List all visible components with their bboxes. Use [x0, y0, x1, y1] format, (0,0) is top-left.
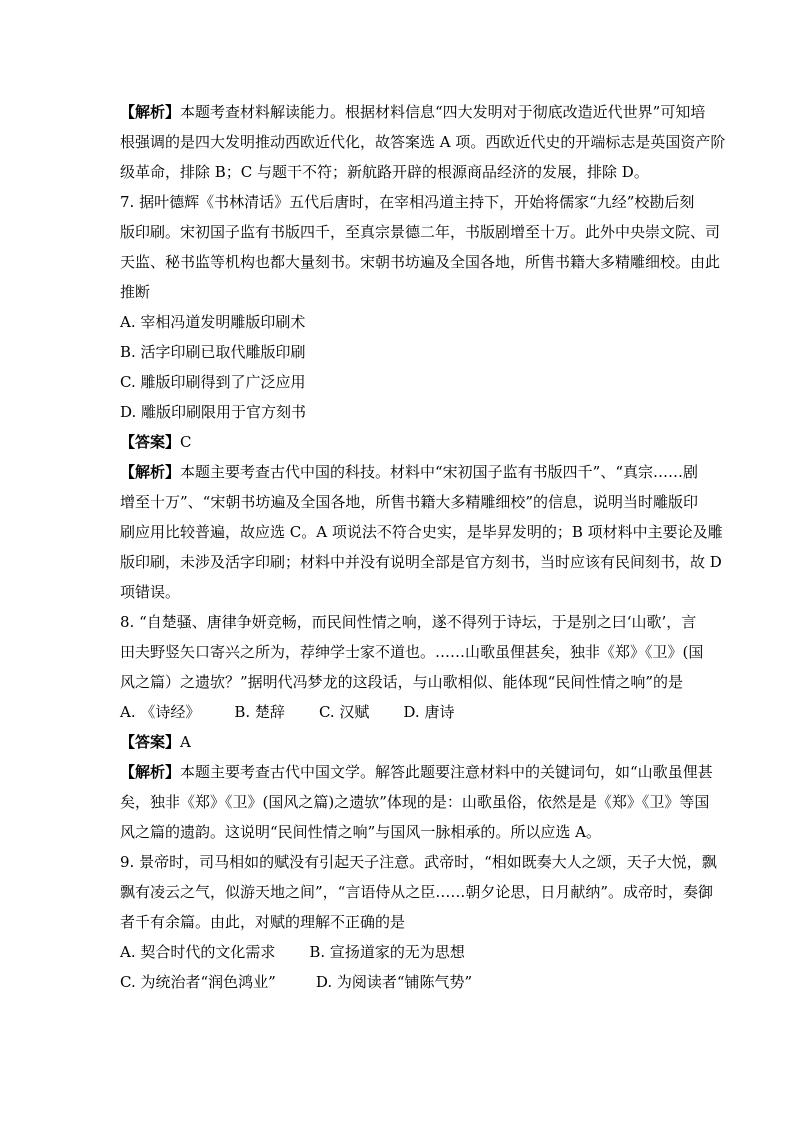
question-9-stem-line-1: 9. 景帝时，司马相如的赋没有引起天子注意。武帝时，“相如既奏大人之颂，天子大悦，飘	[120, 853, 717, 871]
question-7-answer	[120, 427, 675, 457]
question-7-stem-line-1: 7. 据叶德辉《书林清话》五代后唐时，在宰相冯道主持下，开始将儒家“九经”校勘后刻	[120, 193, 695, 211]
analysis-6-line-3: 级革命，排除 B；C 与题干不符；新航路开辟的根源商品经济的发展，排除 D。	[120, 163, 649, 181]
answer-value: A	[180, 733, 191, 751]
analysis-6-line-1: 【解析】本题考查材料解读能力。根据材料信息“四大发明对于彻底改造近代世界”可知培	[120, 103, 706, 121]
question-8-stem-line-1: 8. “自楚骚、唐律争妍竞畅，而民间性情之响，遂不得列于诗坛，于是别之曰‘山歌’，言	[120, 613, 697, 631]
question-8-analysis-line-1: 【解析】本题主要考查古代中国文学。解答此题要注意材料中的关键词句，如“山歌虽俚甚	[120, 763, 713, 781]
question-7-stem-line-4: 推断	[120, 283, 151, 301]
question-8-answer	[120, 727, 675, 757]
question-7-option-c: C. 雕版印刷得到了广泛应用	[120, 373, 306, 391]
question-9-options-row-1	[120, 937, 675, 967]
answer-tag: 【答案】	[120, 433, 181, 451]
question-7-analysis-line-4: 版印刷，未涉及活字印刷；材料中并没有说明全部是官方刻书，当时应该有民间刻书，故 D	[120, 553, 722, 571]
question-8-analysis-line-2: 矣，独非《郑》《卫》(国风之篇)之遗欤”体现的是：山歌虽俗，依然是是《郑》《卫》等国	[120, 793, 710, 811]
question-8-stem-line-2: 田夫野竖矢口寄兴之所为，荐绅学士家不道也。……山歌虽俚甚矣，独非《郑》《卫》(国	[120, 643, 704, 661]
question-8-analysis-line-3: 风之篇的遗韵。这说明“民间性情之响”与国风一脉相承的。所以应选 A。	[120, 823, 601, 841]
question-7-stem-line-3: 天监、秘书监等机构也都大量刻书。宋朝书坊遍及全国各地，所售书籍大多精雕细校。由此	[120, 253, 721, 271]
question-7-option-d: D. 雕版印刷限用于官方刻书	[120, 403, 307, 421]
answer-value: C	[180, 433, 192, 451]
question-7-analysis-line-1: 【解析】本题主要考查古代中国的科技。材料中“宋初国子监有书版四千”、“真宗……剧	[120, 463, 699, 481]
question-9-stem-line-2: 飘有凌云之气，似游天地之间”，“言语侍从之臣……朝夕论思，日月献纳”。成帝时，奏御	[120, 883, 714, 901]
question-9-option-c: C. 为统治者“润色鸿业”	[120, 973, 276, 991]
question-7-stem-line-2: 版印刷。宋初国子监有书版四千，至真宗景德二年，书版剧增至十万。此外中央崇文院、司	[120, 223, 721, 241]
question-8-option-d: D. 唐诗	[403, 703, 455, 721]
question-7-analysis-line-5: 项错误。	[120, 583, 181, 601]
analysis-tag: 【解析】	[120, 763, 181, 781]
analysis-tag: 【解析】	[120, 463, 181, 481]
question-8-stem-line-3: 风之篇）之遗欤？”据明代冯梦龙的这段话，与山歌相似、能体现“民间性情之响”的是	[120, 673, 684, 691]
question-8-option-c: C. 汉赋	[318, 703, 370, 721]
document-page	[120, 97, 726, 997]
question-7-analysis-line-2: 增至十万”、“宋朝书坊遍及全国各地，所售书籍大多精雕细校”的信息，说明当时雕版印	[120, 493, 699, 511]
question-8-option-a: A. 《诗经》	[120, 703, 201, 721]
question-7-option-b: B. 活字印刷已取代雕版印刷	[120, 343, 306, 361]
analysis-6-line-2: 根强调的是四大发明推动西欧近代化，故答案选 A 项。西欧近代史的开端标志是英国资产阶	[120, 133, 726, 151]
analysis-tag: 【解析】	[120, 103, 181, 121]
question-8-options	[120, 697, 675, 727]
question-7-analysis-line-3: 刷应用比较普遍，故应选 C。A 项说法不符合史实，是毕昇发明的；B 项材料中主要论及雕	[120, 523, 723, 541]
question-9-stem-line-3: 者千有余篇。由此，对赋的理解不正确的是	[120, 913, 406, 931]
question-9-option-a: A. 契合时代的文化需求	[120, 943, 276, 961]
question-9-option-d: D. 为阅读者“铺陈气势”	[315, 973, 473, 991]
question-9-option-b: B. 宣扬道家的无为思想	[309, 943, 465, 961]
answer-tag: 【答案】	[120, 733, 181, 751]
question-9-options-row-2	[120, 967, 675, 997]
question-7-option-a: A. 宰相冯道发明雕版印刷术	[120, 313, 306, 331]
question-8-option-b: B. 楚辞	[234, 703, 285, 721]
